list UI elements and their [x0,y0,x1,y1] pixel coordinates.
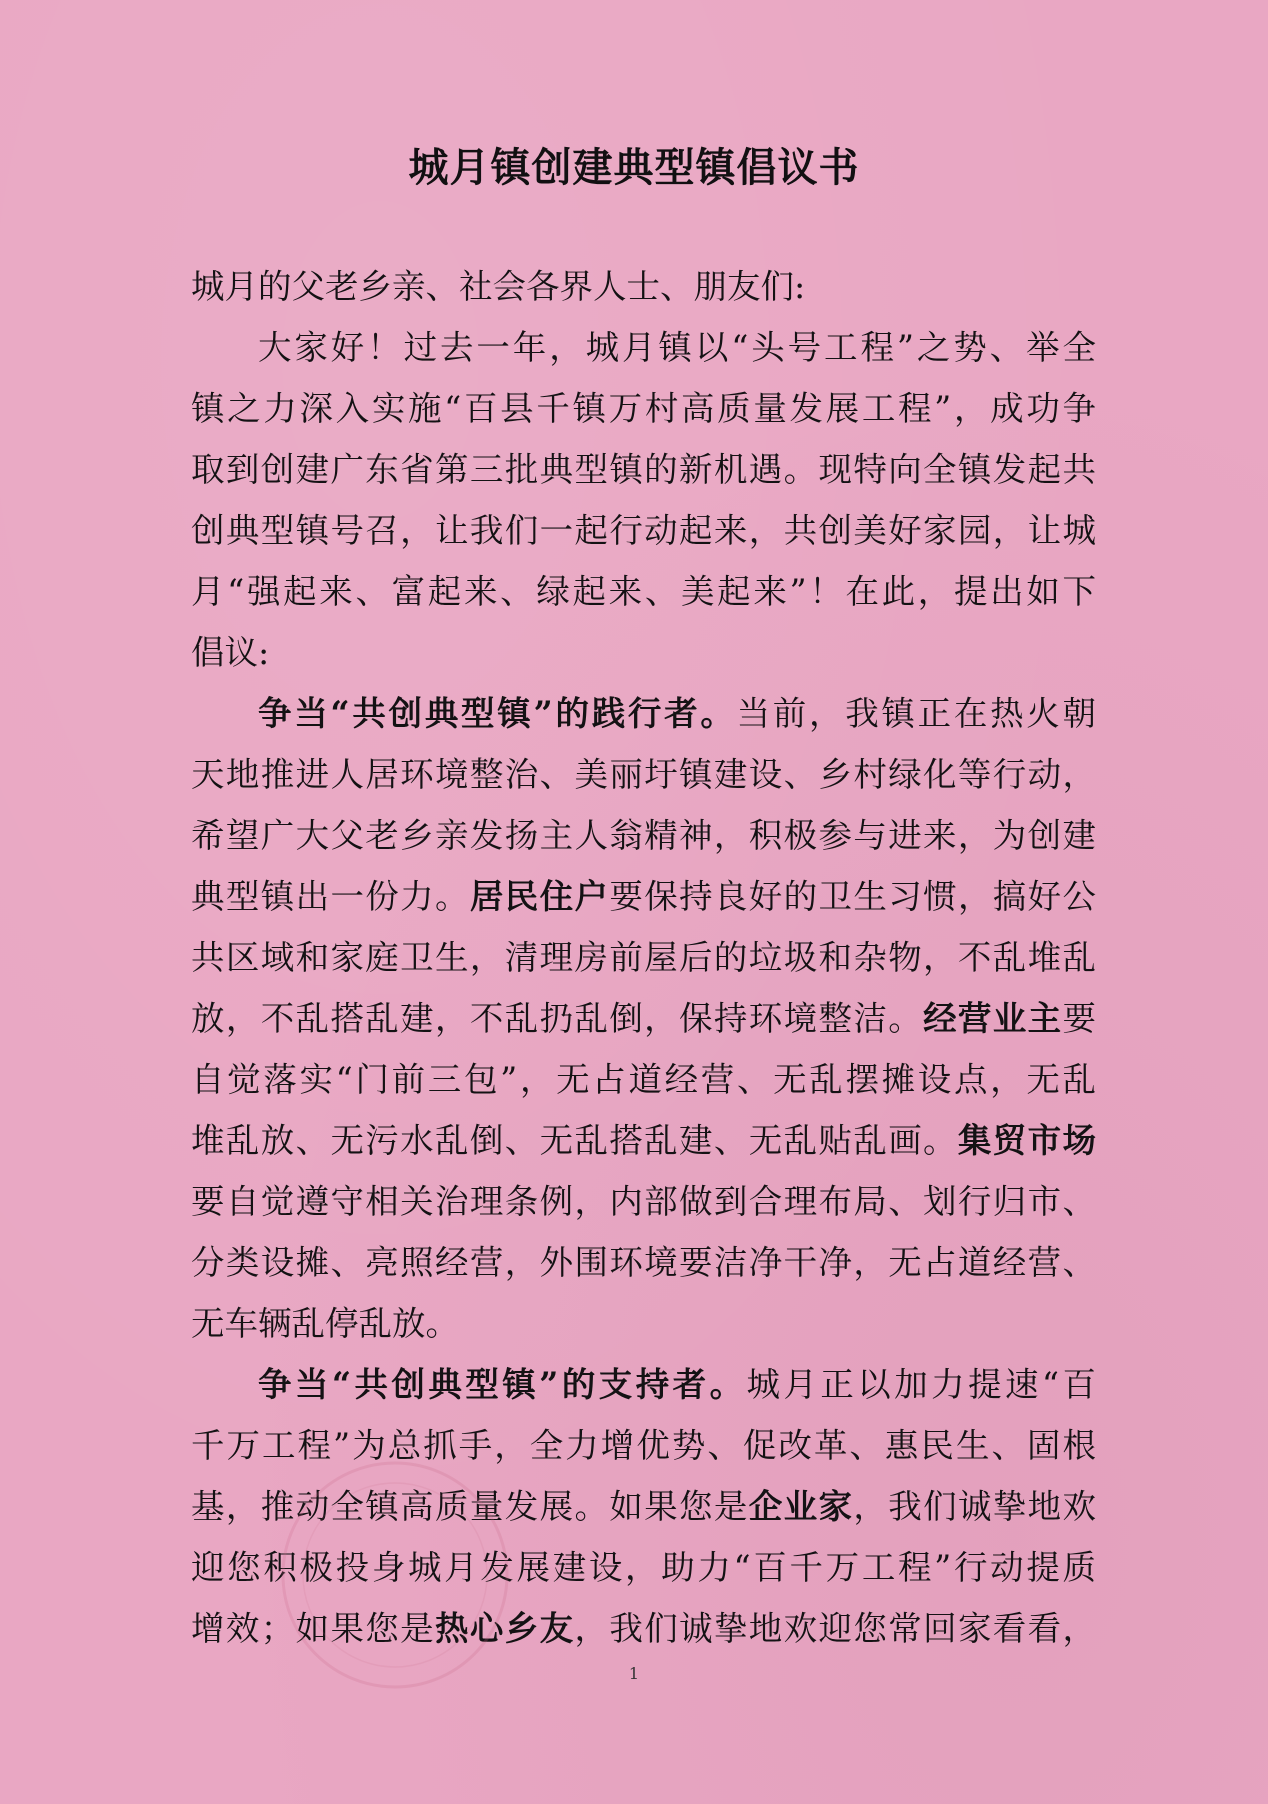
paragraph-2-line-3: 希望广大父老乡亲发扬主人翁精神，积极参与进来，为创建 [191,816,1096,855]
paragraph-3-heading: 争当“共创典型镇”的支持者。 [258,1365,747,1404]
page-number: 1 [628,1664,640,1683]
paragraph-2-line-4 [191,866,1096,927]
paragraph-2-line-7: 自觉落实“门前三包”，无占道经营、无乱摆摊设点，无乱 [191,1060,1096,1099]
salutation: 城月的父老乡亲、社会各界人士、朋友们: [191,267,806,306]
paragraph-2-line-8-a: 堆乱放、无污水乱倒、无乱搭乱建、无乱贴乱画。 [191,1121,958,1160]
keyword-entrepreneurs: 企业家 [748,1487,854,1526]
paragraph-1-line-6: 倡议: [191,633,270,672]
paragraph-2-line-9: 要自觉遵守相关治理条例，内部做到合理布局、划行归市、 [191,1182,1096,1221]
paragraph-3-line-4: 迎您积极投身城月发展建设，助力“百千万工程”行动提质 [191,1548,1096,1587]
keyword-business-owners: 经营业主 [923,999,1063,1038]
paragraph-3-line-3 [191,1476,1096,1537]
paragraph-2-line-1-text: 当前，我镇正在热火朝 [736,694,1097,733]
document-title: 城月镇创建典型镇倡议书 [408,144,860,191]
paragraph-3-line-3-c: ，我们诚挚地欢 [853,1487,1097,1526]
keyword-residents: 居民住户 [469,877,610,916]
paragraph-2-line-5: 共区域和家庭卫生，清理房前屋后的垃圾和杂物，不乱堆乱 [191,938,1096,977]
paragraph-3-line-5-c: ，我们诚挚地欢迎您常回家看看， [574,1609,1097,1648]
keyword-markets: 集贸市场 [957,1121,1097,1160]
paragraph-3-line-5-a: 增效；如果您是 [191,1609,436,1648]
paragraph-1-line-3: 取到创建广东省第三批典型镇的新机遇。现特向全镇发起共 [191,450,1096,489]
paragraph-1-line-1: 大家好！过去一年，城月镇以“头号工程”之势、举全 [258,328,1096,367]
paragraph-3-line-1-text: 城月正以加力提速“百 [746,1365,1096,1404]
paragraph-3-line-5 [191,1598,1096,1659]
paragraph-2-line-6-a: 放，不乱搭乱建，不乱扔乱倒，保持环境整洁。 [191,999,924,1038]
paragraph-2-line-4-c: 要保持良好的卫生习惯，搞好公 [609,877,1097,916]
paragraph-3-line-2: 千万工程”为总抓手，全力增优势、促改革、惠民生、固根 [191,1426,1096,1465]
paragraph-2-line-1 [191,683,1096,744]
paragraph-2-line-2: 天地推进人居环境整治、美丽圩镇建设、乡村绿化等行动， [191,755,1096,794]
paragraph-3-line-1 [191,1354,1096,1415]
paragraph-1-line-5: 月“强起来、富起来、绿起来、美起来”！在此，提出如下 [191,572,1096,611]
paragraph-1-line-2: 镇之力深入实施“百县千镇万村高质量发展工程”，成功争 [191,389,1096,428]
paragraph-2-line-6-c: 要 [1062,999,1097,1038]
keyword-fellow-villagers: 热心乡友 [435,1609,575,1648]
paragraph-2-line-8 [191,1110,1096,1171]
paragraph-2-heading: 争当“共创典型镇”的践行者。 [258,694,737,733]
paragraph-2-line-11: 无车辆乱停乱放。 [191,1304,459,1343]
paragraph-2-line-10: 分类设摊、亮照经营，外围环境要洁净干净，无占道经营、 [191,1243,1096,1282]
paragraph-3-line-3-a: 基，推动全镇高质量发展。如果您是 [191,1487,749,1526]
paragraph-1-line-4: 创典型镇号召，让我们一起行动起来，共创美好家园，让城 [191,511,1096,550]
document-body [191,256,1096,1659]
paragraph-2-line-4-a: 典型镇出一份力。 [191,877,470,916]
paragraph-2-line-6 [191,988,1096,1049]
